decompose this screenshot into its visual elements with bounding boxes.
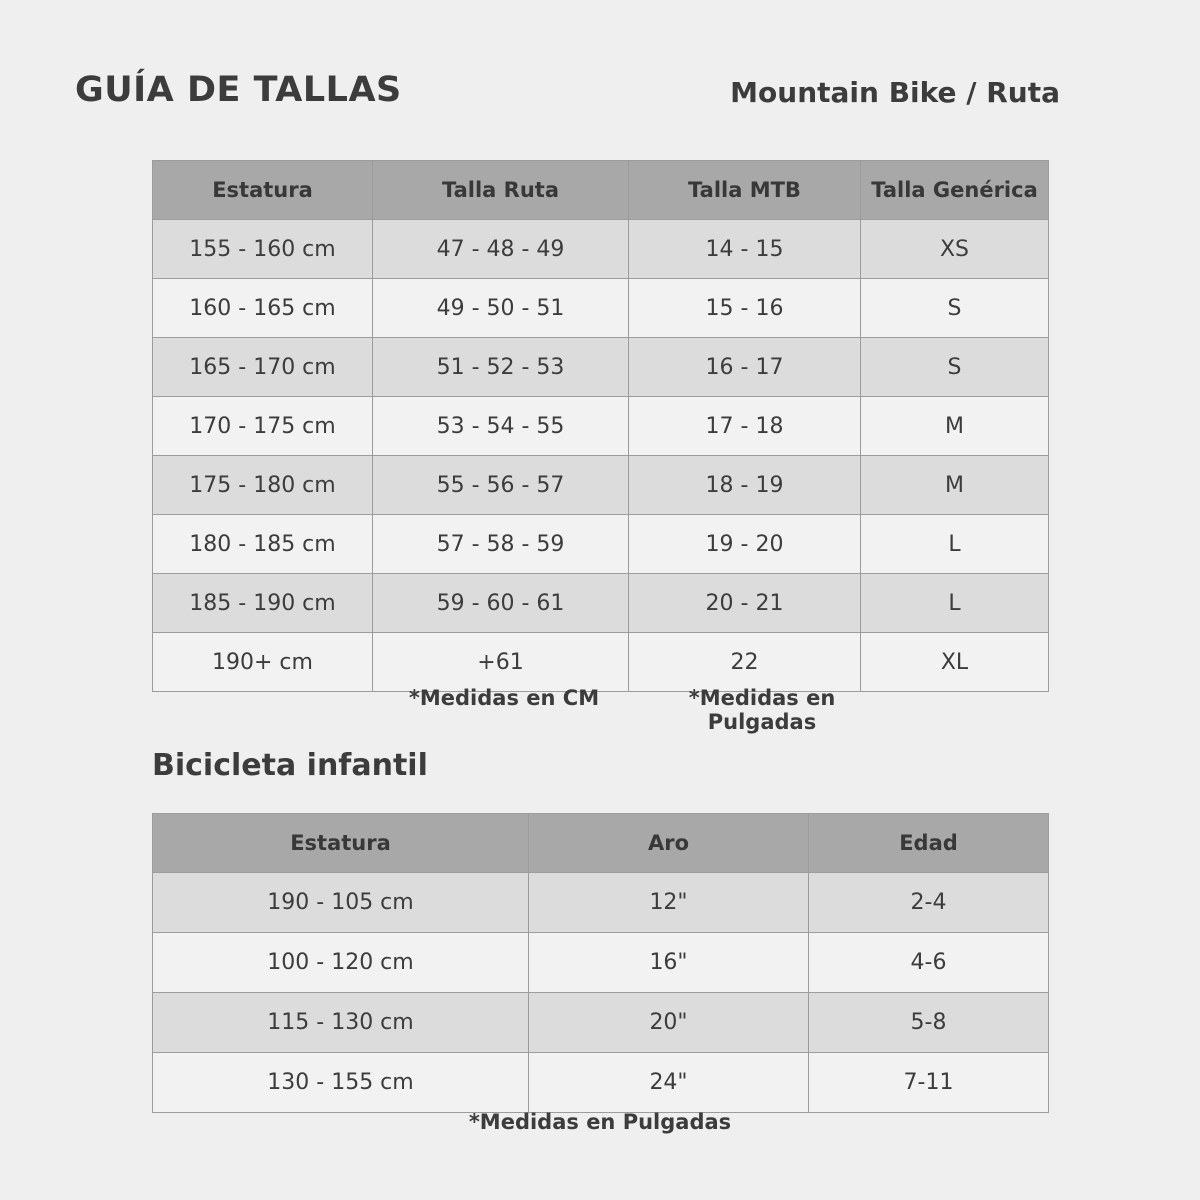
- cell-aro: 12": [529, 873, 809, 933]
- page-subtitle: Mountain Bike / Ruta: [730, 76, 1060, 109]
- adult-table-notes: [152, 686, 1048, 734]
- header: [75, 70, 1140, 130]
- cell-talla-ruta: 53 - 54 - 55: [373, 397, 629, 456]
- cell-talla-ruta: +61: [373, 633, 629, 692]
- cell-aro: 16": [529, 933, 809, 993]
- cell-estatura: 115 - 130 cm: [153, 993, 529, 1053]
- cell-estatura: 190+ cm: [153, 633, 373, 692]
- cell-estatura: 130 - 155 cm: [153, 1053, 529, 1113]
- cell-talla-ruta: 51 - 52 - 53: [373, 338, 629, 397]
- column-header-talla-mtb: Talla MTB: [629, 161, 861, 220]
- kids-size-table: [152, 813, 1049, 1113]
- cell-edad: 5-8: [809, 993, 1049, 1053]
- cell-estatura: 100 - 120 cm: [153, 933, 529, 993]
- column-header-talla-generica: Talla Genérica: [861, 161, 1049, 220]
- cell-talla-mtb: 15 - 16: [629, 279, 861, 338]
- cell-talla-mtb: 18 - 19: [629, 456, 861, 515]
- cell-talla-generica: XS: [861, 220, 1049, 279]
- cell-estatura: 190 - 105 cm: [153, 873, 529, 933]
- page-title: GUÍA DE TALLAS: [75, 70, 402, 110]
- cell-talla-ruta: 59 - 60 - 61: [373, 574, 629, 633]
- kids-table-body: [153, 873, 1049, 1113]
- kids-table-header: [153, 814, 1049, 873]
- cell-edad: 7-11: [809, 1053, 1049, 1113]
- cell-aro: 20": [529, 993, 809, 1053]
- column-header-aro: Aro: [529, 814, 809, 873]
- cell-talla-mtb: 16 - 17: [629, 338, 861, 397]
- table-row: [153, 338, 1049, 397]
- table-row: [153, 993, 1049, 1053]
- cell-talla-generica: M: [861, 397, 1049, 456]
- column-header-edad: Edad: [809, 814, 1049, 873]
- cell-estatura: 160 - 165 cm: [153, 279, 373, 338]
- cell-estatura: 165 - 170 cm: [153, 338, 373, 397]
- adult-table-header: [153, 161, 1049, 220]
- cell-estatura: 185 - 190 cm: [153, 574, 373, 633]
- note-kids-medidas-pulgadas: *Medidas en Pulgadas: [468, 1110, 732, 1134]
- table-row: [153, 515, 1049, 574]
- table-row: [153, 456, 1049, 515]
- cell-talla-generica: M: [861, 456, 1049, 515]
- cell-talla-ruta: 49 - 50 - 51: [373, 279, 629, 338]
- cell-talla-ruta: 55 - 56 - 57: [373, 456, 629, 515]
- cell-edad: 4-6: [809, 933, 1049, 993]
- table-row: [153, 397, 1049, 456]
- adult-size-table: [152, 160, 1049, 692]
- kids-section-title: Bicicleta infantil: [152, 748, 428, 783]
- cell-estatura: 170 - 175 cm: [153, 397, 373, 456]
- table-header-row: [153, 814, 1049, 873]
- cell-talla-mtb: 19 - 20: [629, 515, 861, 574]
- cell-estatura: 155 - 160 cm: [153, 220, 373, 279]
- cell-estatura: 180 - 185 cm: [153, 515, 373, 574]
- column-header-estatura: Estatura: [153, 161, 373, 220]
- cell-talla-mtb: 14 - 15: [629, 220, 861, 279]
- cell-aro: 24": [529, 1053, 809, 1113]
- adult-table-body: [153, 220, 1049, 692]
- cell-talla-ruta: 47 - 48 - 49: [373, 220, 629, 279]
- table-row: [153, 933, 1049, 993]
- cell-talla-generica: L: [861, 574, 1049, 633]
- note-medidas-pulgadas: *Medidas en Pulgadas: [688, 686, 836, 734]
- table-row: [153, 220, 1049, 279]
- table-row: [153, 574, 1049, 633]
- cell-talla-ruta: 57 - 58 - 59: [373, 515, 629, 574]
- note-medidas-cm: *Medidas en CM: [408, 686, 600, 710]
- cell-talla-generica: S: [861, 279, 1049, 338]
- cell-talla-mtb: 22: [629, 633, 861, 692]
- cell-edad: 2-4: [809, 873, 1049, 933]
- column-header-estatura: Estatura: [153, 814, 529, 873]
- cell-talla-generica: L: [861, 515, 1049, 574]
- table-row: [153, 873, 1049, 933]
- cell-talla-mtb: 20 - 21: [629, 574, 861, 633]
- cell-estatura: 175 - 180 cm: [153, 456, 373, 515]
- column-header-talla-ruta: Talla Ruta: [373, 161, 629, 220]
- table-row: [153, 1053, 1049, 1113]
- cell-talla-generica: XL: [861, 633, 1049, 692]
- table-header-row: [153, 161, 1049, 220]
- cell-talla-generica: S: [861, 338, 1049, 397]
- table-row: [153, 633, 1049, 692]
- cell-talla-mtb: 17 - 18: [629, 397, 861, 456]
- table-row: [153, 279, 1049, 338]
